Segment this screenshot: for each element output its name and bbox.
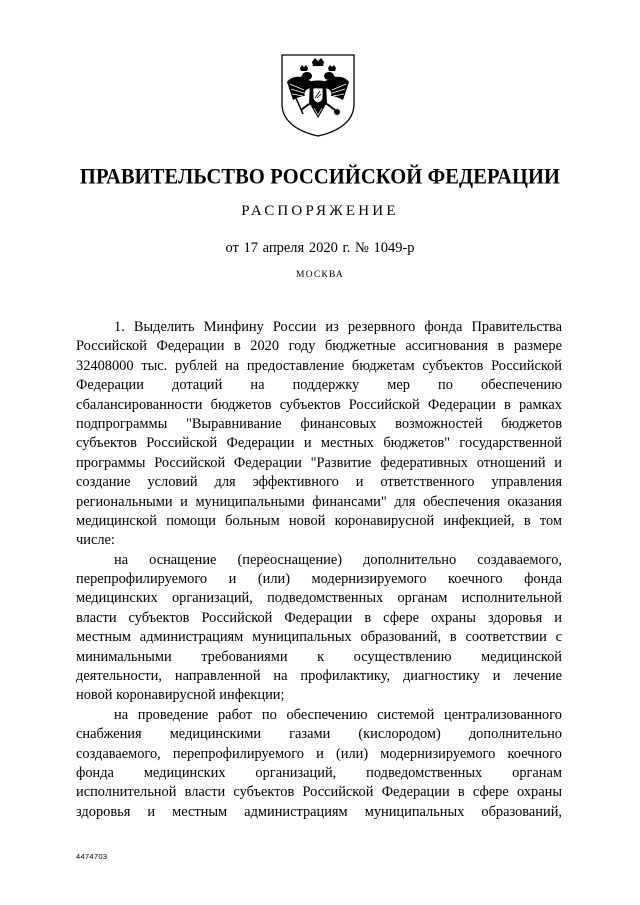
body-line: исполнительной власти субъектов Российской Федерации в сфере охраны (76, 784, 562, 801)
body-line: региональными и муниципальными финансами" для обеспечения оказания (76, 493, 562, 510)
body-line: числе: (76, 532, 115, 549)
body-line: перепрофилируемого и (или) модернизируемого коечного фонда (76, 571, 562, 588)
body-line: власти субъектов Российской Федерации в сфере охраны здоровья и (76, 609, 562, 626)
body-line: создаваемого, перепрофилируемого и (или) модернизируемого коечного (76, 745, 562, 762)
body-line: 1. Выделить Минфину России из резервного фонда Правительства (114, 319, 562, 335)
body-line: 32408000 тыс. рублей на предоставление бюджетам субъектов Российской (76, 357, 562, 374)
body-line: подпрограммы "Выравнивание финансовых возможностей бюджетов (76, 415, 562, 432)
document-kind: РАСПОРЯЖЕНИЕ (241, 203, 399, 219)
document-city: МОСКВА (296, 270, 344, 280)
body-line: снабжения медицинскими газами (кислородом) дополнительно (76, 726, 562, 743)
body-line: сбалансированности бюджетов субъектов Российской Федерации в рамках (76, 396, 562, 413)
body-line: новой коронавирусной инфекции; (76, 687, 285, 704)
body-line: субъектов Российской Федерации и местных бюджетов" государственной (76, 435, 562, 452)
body-line: на проведение работ по обеспечению системой централизованного (114, 706, 562, 723)
government-title: ПРАВИТЕЛЬСТВО РОССИЙСКОЙ ФЕДЕРАЦИИ (79, 165, 561, 189)
body-line: здоровья и местным администрациям муниципальных образований, (76, 803, 562, 820)
body-line: создание условий для эффективного и ответственного управления (76, 474, 562, 491)
document-body (76, 318, 562, 822)
body-line: Федерации дотаций на поддержку мер по обеспечению (76, 377, 562, 394)
body-line: программы Российской Федерации "Развитие федеративных отношений и (76, 454, 562, 471)
document-date-number: от 17 апреля 2020 г. № 1049-р (225, 240, 415, 256)
body-line: медицинской помощи больным новой коронавирусной инфекцией, в том (76, 512, 562, 529)
russian-coat-of-arms-emblem-icon (279, 52, 357, 138)
body-line: фонда медицинских организаций, подведомственных органам (76, 764, 562, 781)
body-line: деятельности, направленной на профилактику, диагностику и лечение (76, 668, 562, 685)
body-line: медицинских организаций, подведомственных органам исполнительной (76, 590, 562, 607)
document-code: 4474703 (76, 852, 108, 861)
body-line: на оснащение (переоснащение) дополнительно создаваемого, (114, 551, 562, 568)
body-line: минимальными требованиями к осуществлению медицинской (76, 648, 562, 665)
body-line: местным администрациям муниципальных образований, в соответствии с (76, 629, 562, 646)
body-line: Российской Федерации в 2020 году бюджетные ассигнования в размере (76, 338, 562, 355)
